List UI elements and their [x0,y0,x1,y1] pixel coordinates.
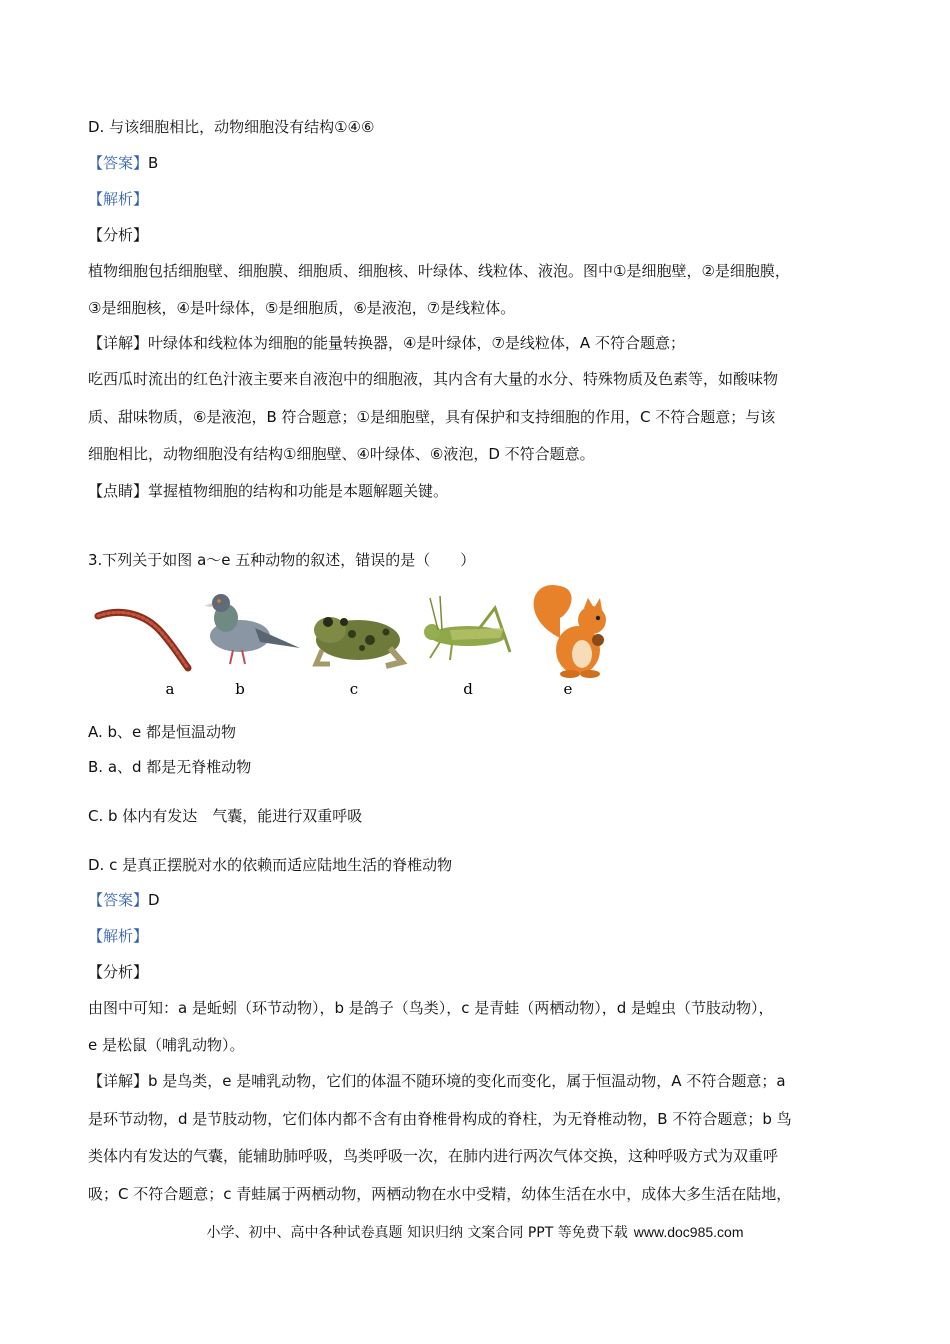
fenxi-text-line: ③是细胞核，④是叶绿体，⑤是细胞质，⑥是液泡，⑦是线粒体。 [88,299,516,317]
fenxi-text-line: 植物细胞包括细胞壁、细胞膜、细胞质、细胞核、叶绿体、线粒体、液泡。图中①是细胞壁，②是细胞膜， [88,262,790,280]
answer-value: D [148,891,160,909]
prev-option-d: D. 与该细胞相比，动物细胞没有结构①④⑥ [88,118,375,136]
answer-tag: 【答案】 [88,154,149,172]
q3-fenxi-text-line: e 是松鼠（哺乳动物）。 [88,1036,245,1054]
figure-label-a: a [165,680,175,698]
detail-text: b 是鸟类，e 是哺乳动物，它们的体温不随环境的变化而变化，属于恒温动物，A 不符合题意；a [148,1072,786,1090]
figure-label-c: c [349,680,359,698]
squirrel-image [534,585,606,678]
pigeon-image [204,594,300,664]
q3-fenxi-text-line: 由图中可知：a 是蚯蚓（环节动物），b 是鸽子（鸟类），c 是青蛙（两栖动物），d 是蝗虫（节肢动物）， [88,999,774,1017]
answer-value: B [148,154,159,172]
analysis-tag: 【解析】 [88,190,149,208]
earthworm-image [98,612,188,668]
q3-answer-line [88,889,160,911]
figure-label-e: e [563,680,573,698]
footer-link[interactable]: www.doc985.com [633,1224,744,1240]
dianjing-line: 【点睛】掌握植物细胞的结构和功能是本题解题关键。 [88,482,449,500]
option-d: D. c 是真正摆脱对水的依赖而适应陆地生活的脊椎动物 [88,856,453,874]
q3-fenxi-tag: 【分析】 [88,963,149,981]
prev-answer-line [88,152,158,174]
fenxi-tag: 【分析】 [88,226,149,244]
q3-analysis-tag: 【解析】 [88,927,149,945]
option-a: A. b、e 都是恒温动物 [88,723,237,741]
detail-text-line: 质、甜味物质，⑥是液泡，B 符合题意；①是细胞壁，具有保护和支持细胞的作用，C 不符合题意；与该 [88,408,776,426]
detail-text: 叶绿体和线粒体为细胞的能量转换器，④是叶绿体，⑦是线粒体，A 不符合题意； [148,334,685,352]
q3-detail-text-line: 类体内有发达的气囊，能辅助肺呼吸，鸟类呼吸一次，在肺内进行两次气体交换，这种呼吸方式为双重呼 [88,1147,779,1165]
question-stem: 3.下列关于如图 a～e 五种动物的叙述，错误的是（ ） [88,551,476,569]
detail-tag: 【详解】 [88,334,149,352]
q3-detail-text-line: 是环节动物，d 是节肢动物，它们体内都不含有由脊椎骨构成的脊柱，为无脊椎动物，B 不符合题意；b 鸟 [88,1110,792,1128]
detail-tag: 【详解】 [88,1072,149,1090]
figure-label-b: b [235,680,245,698]
detail-line [88,332,685,354]
grasshopper-image [424,596,510,660]
q3-detail-text-line: 吸；C 不符合题意；c 青蛙属于两栖动物，两栖动物在水中受精，幼体生活在水中，成体大多生活在陆地， [88,1185,792,1203]
frog-image [314,617,402,666]
option-c: C. b 体内有发达 气囊，能进行双重呼吸 [88,807,363,825]
answer-tag: 【答案】 [88,891,149,909]
q3-detail-line [88,1070,786,1092]
detail-text-line: 吃西瓜时流出的红色汁液主要来自液泡中的细胞液，其内含有大量的水分、特殊物质及色素等，如酸味物 [88,370,779,388]
animals-figure [90,578,620,703]
page-footer [0,1222,950,1243]
figure-label-d: d [463,680,473,698]
detail-text-line: 细胞相比，动物细胞没有结构①细胞壁、④叶绿体、⑥液泡，D 不符合题意。 [88,445,595,463]
footer-text: 小学、初中、高中各种试卷真题 知识归纳 文案合同 PPT 等免费下载 [206,1225,628,1241]
option-b: B. a、d 都是无脊椎动物 [88,758,252,776]
